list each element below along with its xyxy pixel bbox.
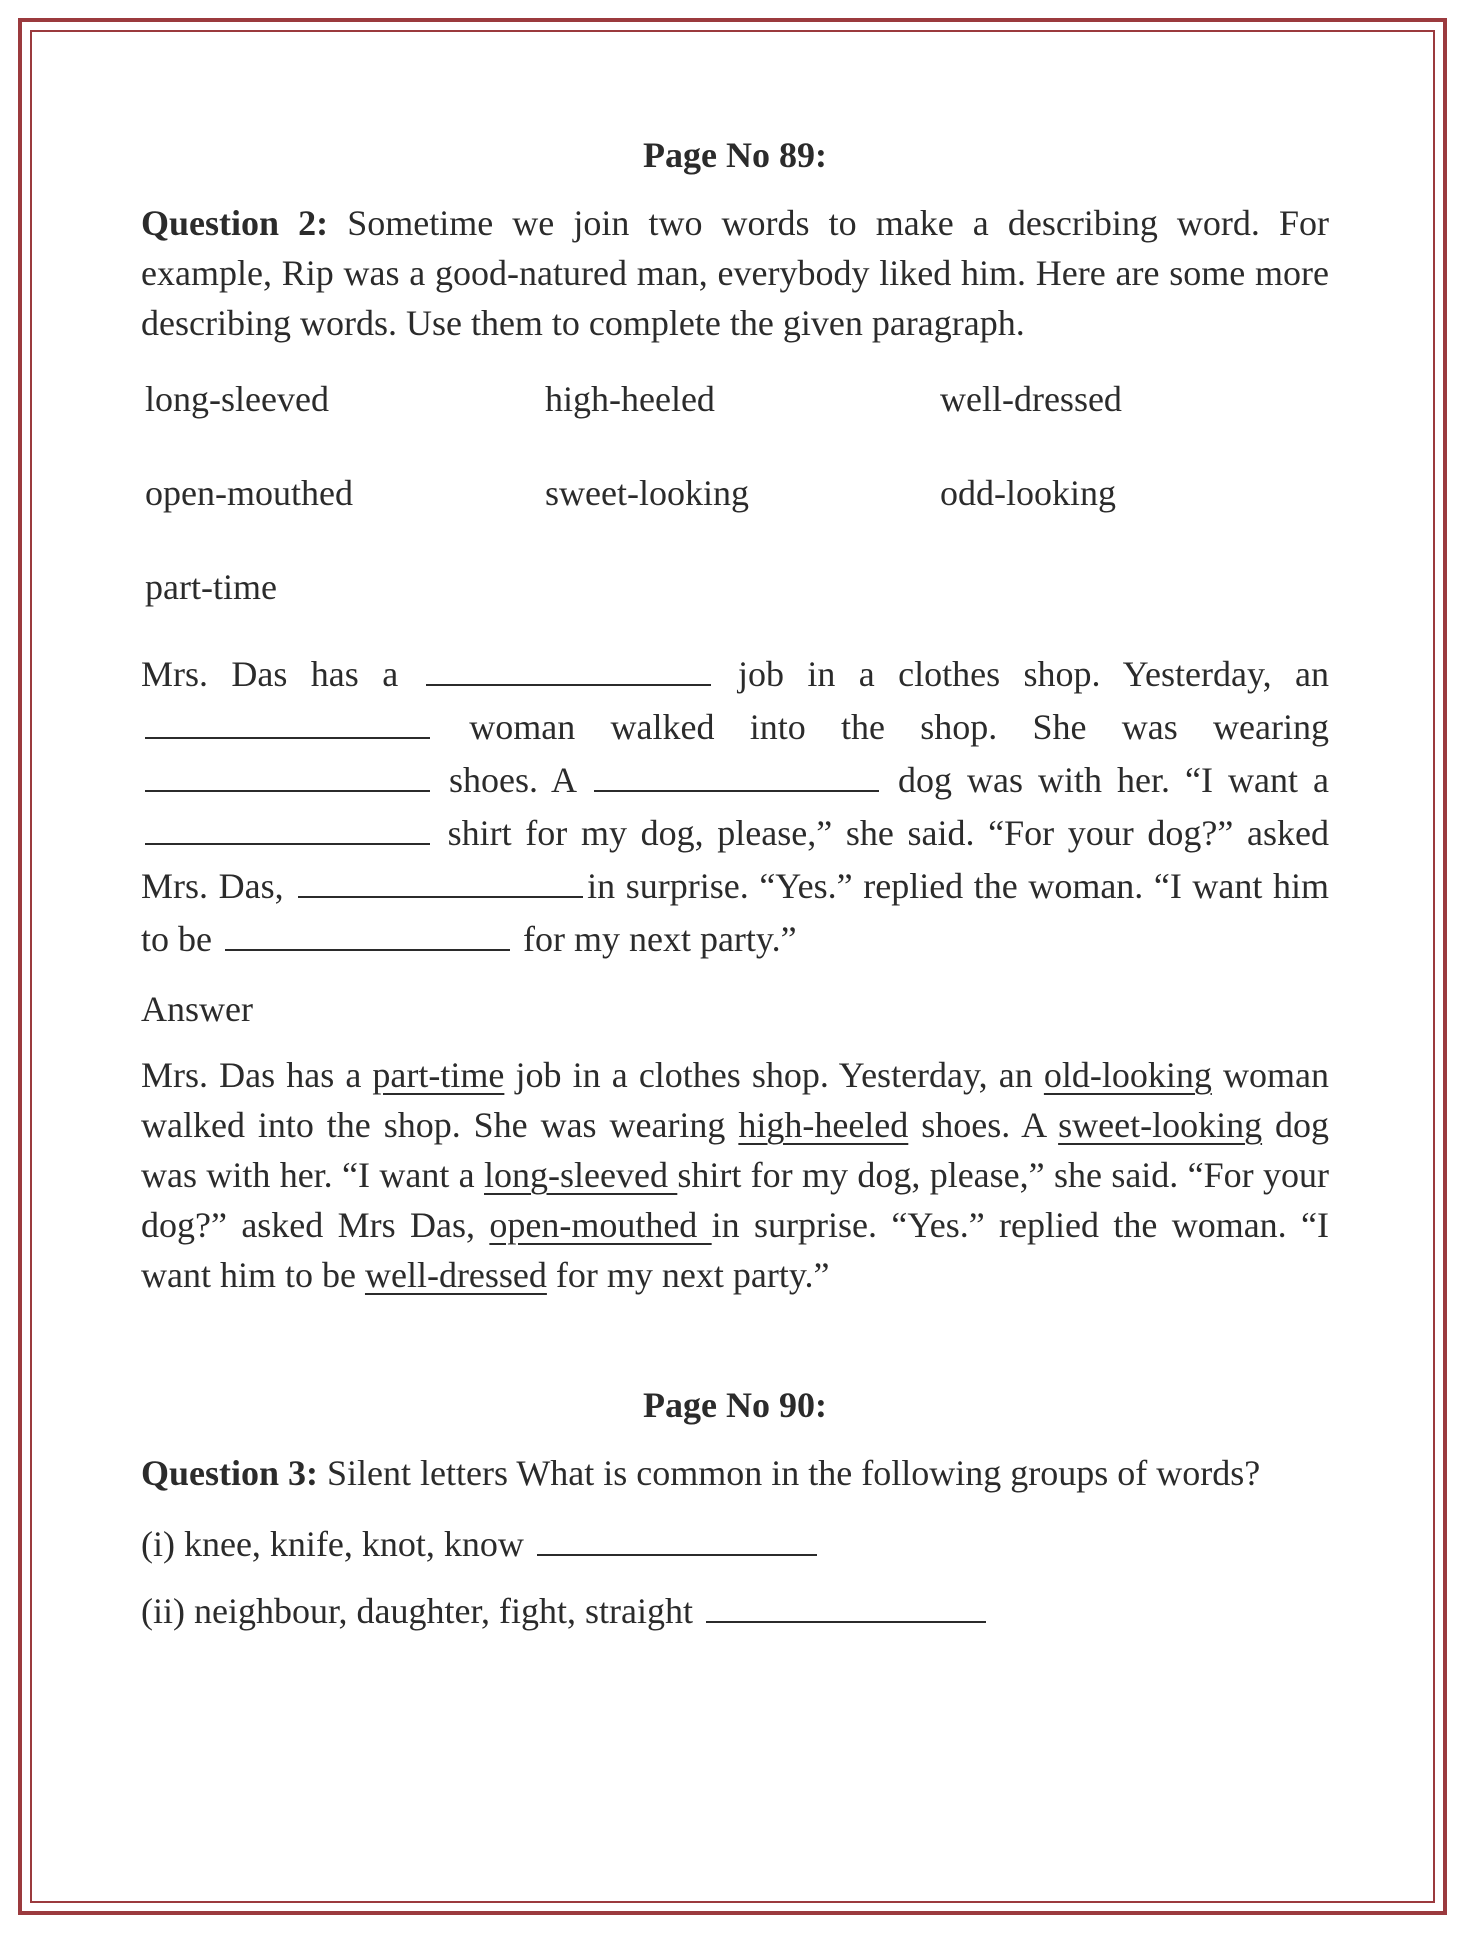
word-item: open-mouthed <box>145 473 353 513</box>
answer-text: dog was with her. “I want a <box>141 1105 1330 1195</box>
paragraph-text: job in a clothes shop. Yesterday, an <box>714 654 1329 694</box>
blank-line <box>594 752 879 792</box>
word-bank <box>145 374 1329 612</box>
word-item: odd-looking <box>940 473 1116 513</box>
question-3-item <box>141 1516 1329 1569</box>
blank-line <box>426 646 711 686</box>
word-item: high-heeled <box>545 379 715 419</box>
blank-line <box>145 805 430 845</box>
answer-fill: open-mouthed <box>489 1205 712 1245</box>
answer-text: shoes. A <box>908 1105 1059 1145</box>
page-heading-89: Page No 89: <box>643 135 827 175</box>
item-text: (ii) neighbour, daughter, fight, straight <box>141 1591 702 1631</box>
answer-fill: well-dressed <box>364 1255 547 1295</box>
answer-text: Mrs. Das has a <box>141 1055 373 1095</box>
paragraph-text: for my next party.” <box>513 919 797 959</box>
answer-text: for my next party.” <box>546 1255 830 1295</box>
answer-fill: sweet-looking <box>1058 1105 1263 1145</box>
answer-fill: old-looking <box>1043 1055 1212 1095</box>
question-2-label: Question 2: <box>141 203 329 243</box>
blank-line <box>298 858 583 898</box>
paragraph-text: shoes. A <box>434 760 591 800</box>
item-text: (i) knee, knife, knot, know <box>141 1524 533 1564</box>
paragraph-text: dog was with her. “I want a <box>883 760 1329 800</box>
answer-text: job in a clothes shop. Yesterday, an <box>504 1055 1044 1095</box>
blank-line <box>706 1583 986 1623</box>
answer-text: in surprise. “Yes.” replied the woman. “I want him to be <box>141 1205 1330 1295</box>
blank-line <box>537 1516 817 1556</box>
question-2-text: Sometime we join two words to make a describing word. For example, Rip was a good-natured man, everybody liked him. Here are some more describing words. Use them to complete the given paragraph. <box>141 203 1329 343</box>
answer-fill: long-sleeved <box>484 1155 678 1195</box>
word-item: well-dressed <box>940 379 1122 419</box>
answer-text: woman walked into the shop. She was wearing <box>141 1055 1329 1145</box>
answer-label: Answer <box>141 989 253 1029</box>
paragraph-text: woman walked into the shop. She was wearing <box>434 707 1329 747</box>
section-spacer <box>141 1300 1329 1380</box>
question-3-item <box>141 1583 1329 1636</box>
word-item: part-time <box>145 567 277 607</box>
paragraph-text: in surprise. “Yes.” replied the woman. “I want him to be <box>141 866 1329 959</box>
word-item: sweet-looking <box>545 473 749 513</box>
question-2 <box>141 198 1329 348</box>
page-heading-90: Page No 90: <box>643 1385 827 1425</box>
word-item: long-sleeved <box>145 379 329 419</box>
blank-line <box>145 699 430 739</box>
question-3-label: Question 3: <box>141 1453 319 1493</box>
question-3 <box>141 1448 1329 1498</box>
blank-line <box>145 752 430 792</box>
paragraph-text: shirt for my dog, please,” she said. “For your dog?” asked Mrs. Das, <box>141 813 1329 906</box>
paragraph-text: Mrs. Das has a <box>141 654 422 694</box>
answer-paragraph <box>141 1050 1329 1300</box>
document-content <box>141 130 1329 1650</box>
exercise-paragraph <box>141 646 1329 964</box>
answer-fill: high-heeled <box>738 1105 909 1145</box>
blank-line <box>225 911 510 951</box>
answer-fill: part-time <box>372 1055 505 1095</box>
question-3-text: Silent letters What is common in the following groups of words? <box>318 1453 1261 1493</box>
answer-text: shirt for my dog, please,” she said. “For your dog?” asked Mrs Das, <box>141 1155 1329 1245</box>
